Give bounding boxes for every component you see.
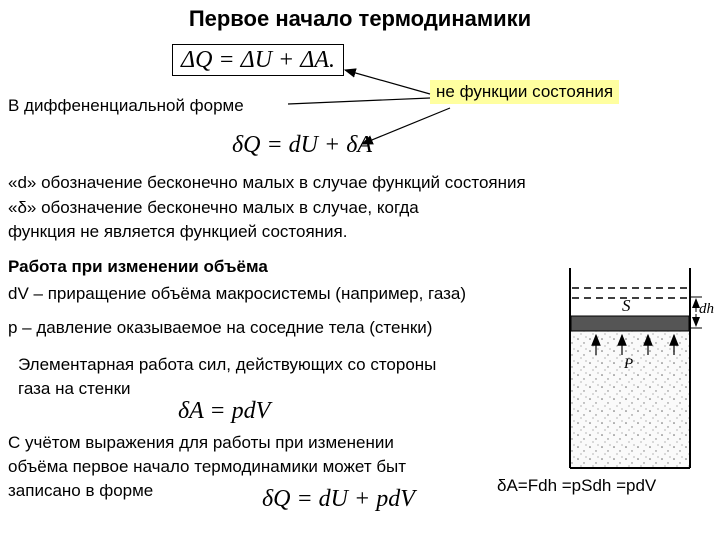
arrow-to-top-formula bbox=[345, 70, 430, 94]
dh-label: dh bbox=[699, 301, 714, 317]
area-label: S bbox=[622, 296, 631, 315]
d-notation-line: «d» обозначение бесконечно малых в случае функций состояния bbox=[8, 173, 526, 192]
page-title: Первое начало термодинамики bbox=[188, 6, 532, 31]
final-text-line-1: С учётом выражения для работы при изменении bbox=[8, 433, 394, 452]
first-law-formula: ΔQ = ΔU + ΔA. bbox=[172, 44, 344, 76]
dv-definition: dV – приращение объёма макросистемы (например, газа) bbox=[8, 284, 467, 303]
gas-cylinder-diagram bbox=[570, 268, 702, 468]
elementary-work-line-1: Элементарная работа сил, действующих со стороны bbox=[18, 355, 437, 374]
work-expression: δA=Fdh =pSdh =pdV bbox=[497, 476, 657, 495]
arrow-to-diff-formula bbox=[362, 108, 450, 144]
p-definition: p – давление оказываемое на соседние тела (стенки) bbox=[8, 318, 433, 337]
elementary-work-line-2: газа на стенки bbox=[18, 379, 131, 398]
final-first-law-formula: δQ = dU + pdV bbox=[262, 486, 415, 512]
differential-first-law-formula: δQ = dU + δA bbox=[232, 132, 373, 158]
piston bbox=[571, 316, 689, 331]
arrow-from-label bbox=[288, 98, 430, 104]
not-state-functions-note: не функции состояния bbox=[430, 80, 619, 104]
final-text-line-2: объёма первое начало термодинамики может быт bbox=[8, 457, 407, 476]
work-heading: Работа при изменении объёма bbox=[8, 257, 268, 276]
work-formula: δA = pdV bbox=[178, 398, 271, 424]
delta-notation-line-2: функция не является функцией состояния. bbox=[8, 222, 348, 241]
differential-form-label: В диффененциальной форме bbox=[8, 96, 244, 115]
delta-notation-line-1: «δ» обозначение бесконечно малых в случае, когда bbox=[8, 198, 419, 217]
final-text-line-3: записано в форме bbox=[8, 481, 154, 500]
pressure-label: P bbox=[624, 356, 634, 372]
